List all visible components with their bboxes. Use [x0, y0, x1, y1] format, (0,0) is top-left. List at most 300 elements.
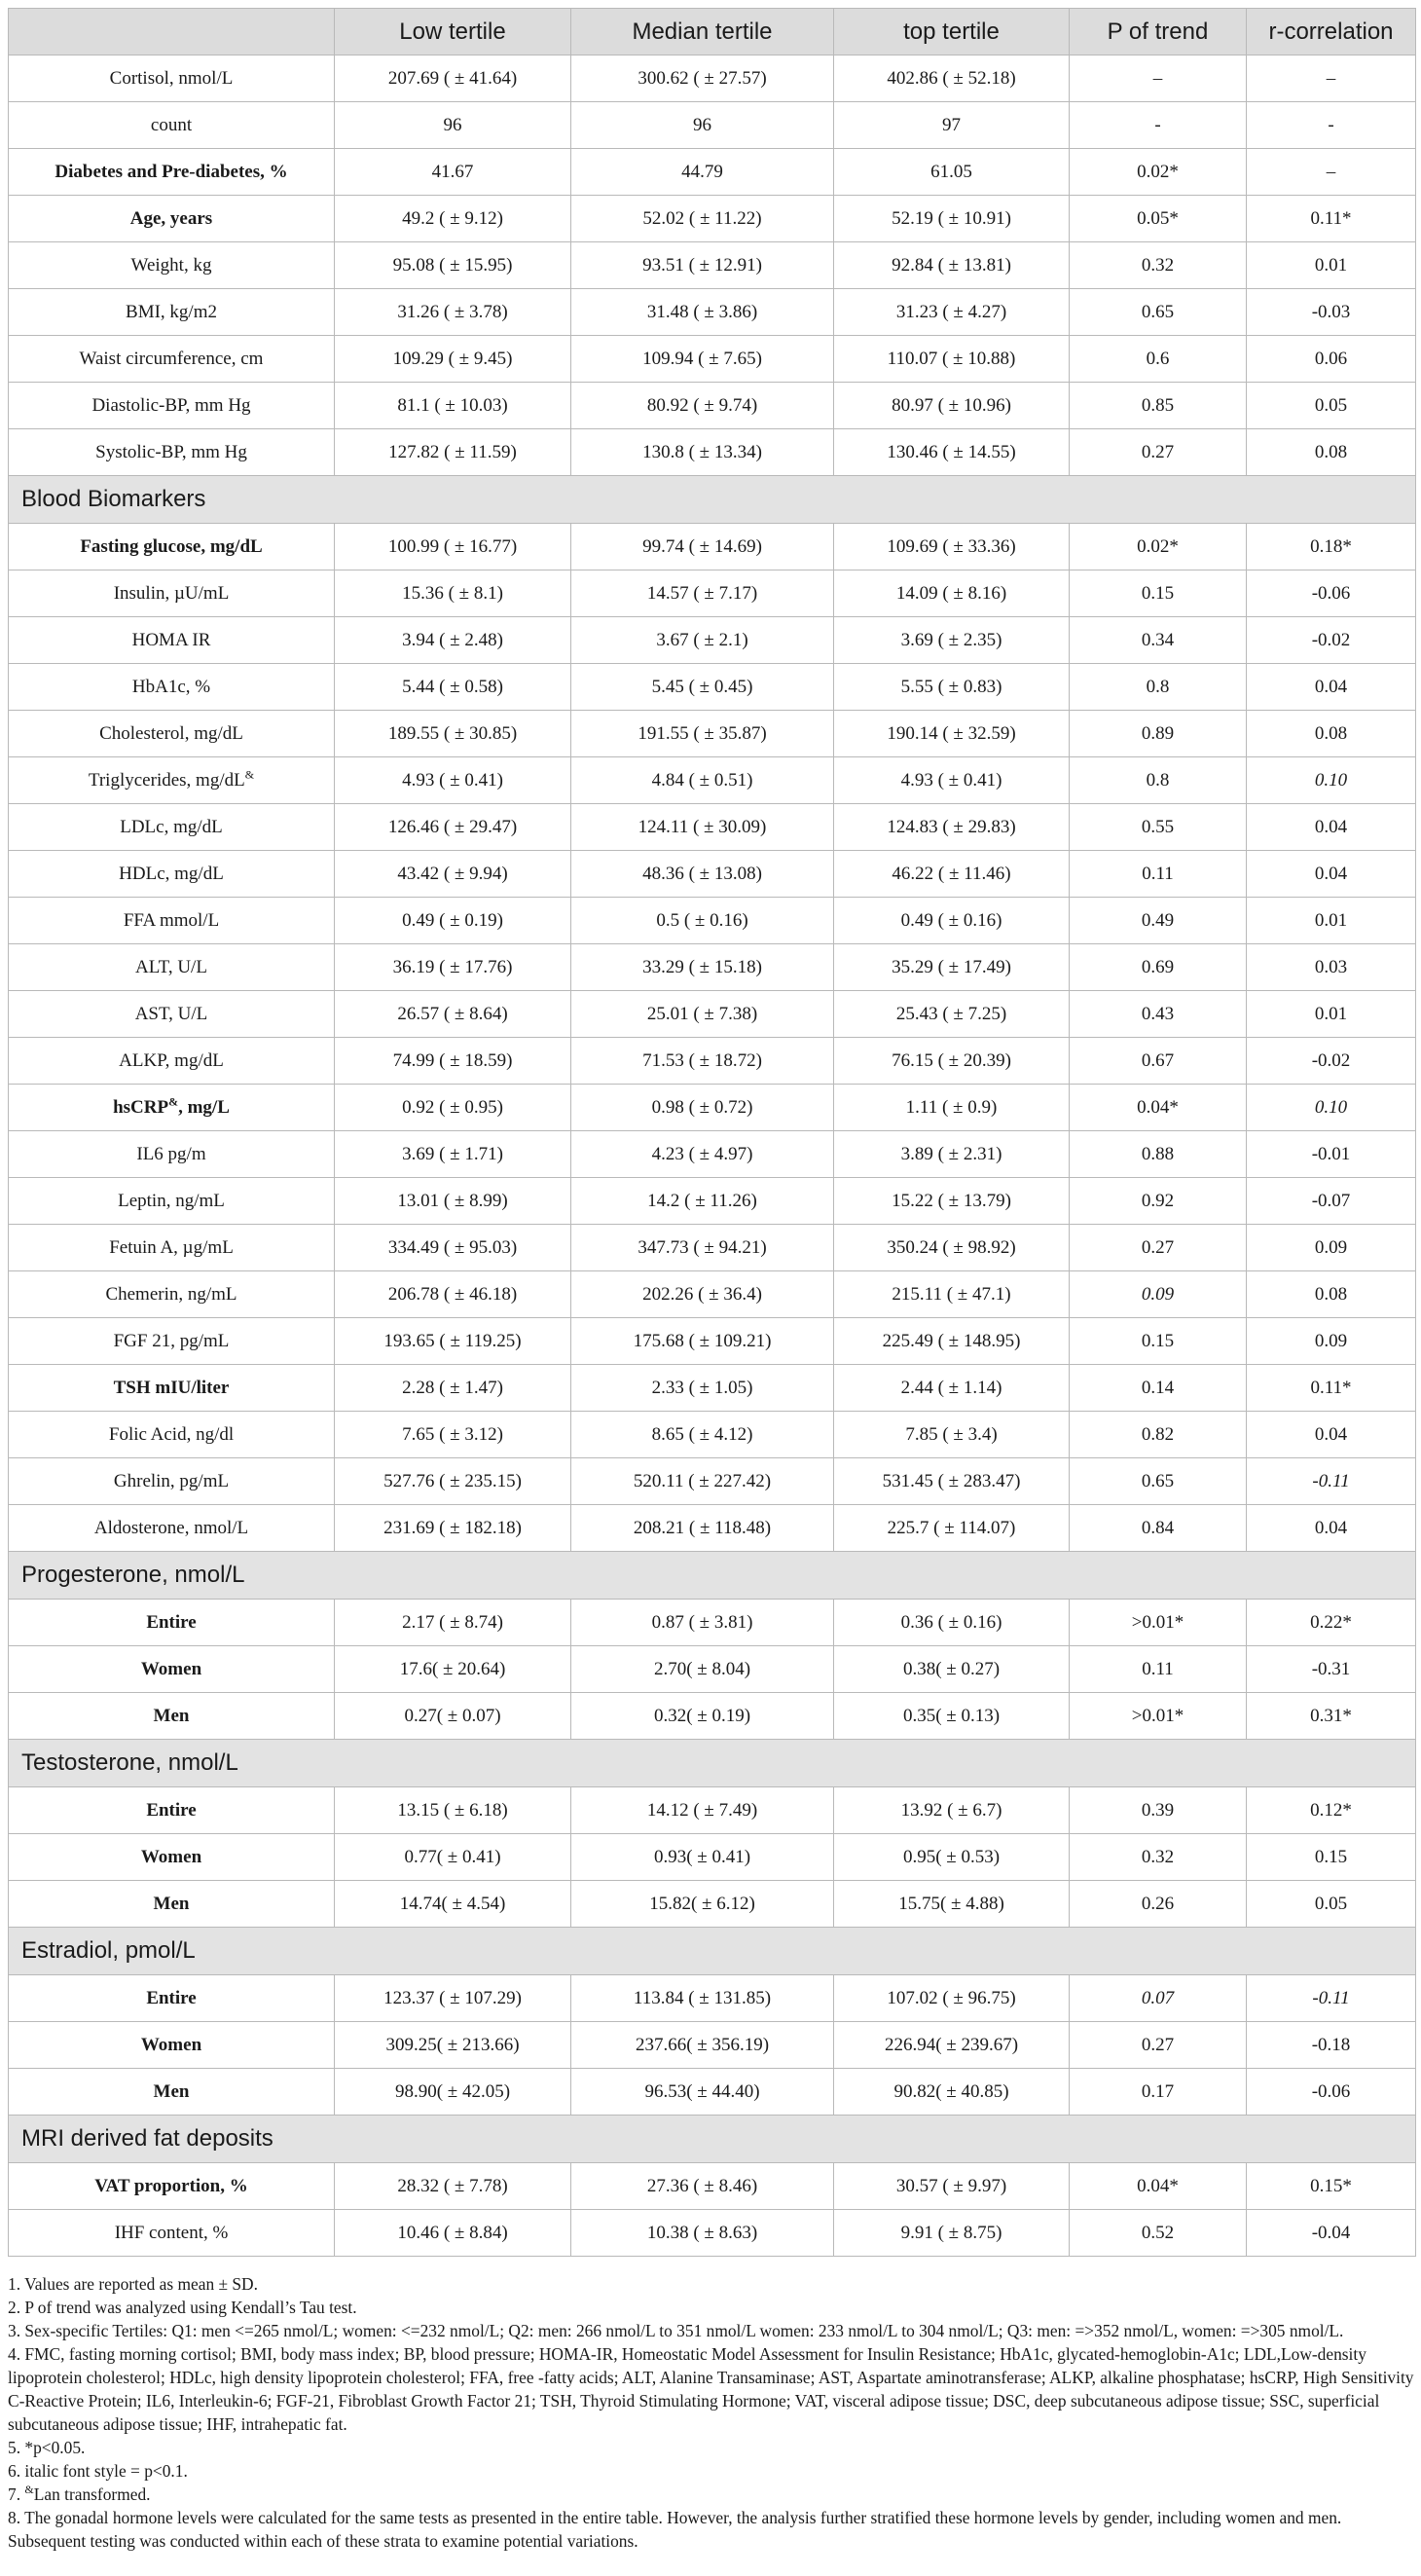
cell-top: 2.44 ( ± 1.14) [834, 1365, 1070, 1412]
row-label: Fasting glucose, mg/dL [9, 524, 335, 570]
cell-top: 226.94( ± 239.67) [834, 2022, 1070, 2069]
cell-top: 52.19 ( ± 10.91) [834, 196, 1070, 242]
cell-low: 36.19 ( ± 17.76) [335, 944, 571, 991]
cell-low: 4.93 ( ± 0.41) [335, 757, 571, 804]
cell-median: 80.92 ( ± 9.74) [571, 383, 834, 429]
label-text: Triglycerides, mg/dL [88, 769, 245, 791]
cell-median: 5.45 ( ± 0.45) [571, 664, 834, 711]
row-label [9, 757, 335, 804]
cell-median: 0.98 ( ± 0.72) [571, 1085, 834, 1131]
table-row [9, 944, 1416, 991]
cell-median: 71.53 ( ± 18.72) [571, 1038, 834, 1085]
cell-r: – [1247, 55, 1416, 102]
cell-top: 15.75( ± 4.88) [834, 1881, 1070, 1928]
cell-r: -0.06 [1247, 2069, 1416, 2116]
cell-low: 10.46 ( ± 8.84) [335, 2210, 571, 2257]
cell-low: 7.65 ( ± 3.12) [335, 1412, 571, 1458]
cell-r: 0.22* [1247, 1600, 1416, 1646]
label-text: hsCRP [113, 1096, 169, 1118]
table-row [9, 991, 1416, 1038]
table-row [9, 196, 1416, 242]
cell-top: 225.7 ( ± 114.07) [834, 1505, 1070, 1552]
cell-p: 0.8 [1070, 757, 1247, 804]
cell-low: 126.46 ( ± 29.47) [335, 804, 571, 851]
section-row [9, 2116, 1416, 2163]
cell-r: - [1247, 102, 1416, 149]
cell-top: 531.45 ( ± 283.47) [834, 1458, 1070, 1505]
cell-top: 25.43 ( ± 7.25) [834, 991, 1070, 1038]
table-row [9, 2163, 1416, 2210]
section-title-progesterone: Progesterone, nmol/L [9, 1552, 1416, 1600]
cell-p: 0.34 [1070, 617, 1247, 664]
row-label: HbA1c, % [9, 664, 335, 711]
row-label: HDLc, mg/dL [9, 851, 335, 898]
cell-p: >0.01* [1070, 1600, 1247, 1646]
cell-median: 31.48 ( ± 3.86) [571, 289, 834, 336]
cell-median: 14.57 ( ± 7.17) [571, 570, 834, 617]
cell-r: 0.31* [1247, 1693, 1416, 1740]
cell-low: 13.01 ( ± 8.99) [335, 1178, 571, 1225]
cell-median: 300.62 ( ± 27.57) [571, 55, 834, 102]
row-label: VAT proportion, % [9, 2163, 335, 2210]
cell-low: 43.42 ( ± 9.94) [335, 851, 571, 898]
table-row [9, 757, 1416, 804]
cell-top: 0.49 ( ± 0.16) [834, 898, 1070, 944]
cell-p: 0.89 [1070, 711, 1247, 757]
table-row [9, 429, 1416, 476]
cell-median: 202.26 ( ± 36.4) [571, 1271, 834, 1318]
cell-low: 309.25( ± 213.66) [335, 2022, 571, 2069]
cell-low: 189.55 ( ± 30.85) [335, 711, 571, 757]
cell-p: 0.65 [1070, 1458, 1247, 1505]
header-row [9, 9, 1416, 55]
cell-low: 15.36 ( ± 8.1) [335, 570, 571, 617]
cell-top: 80.97 ( ± 10.96) [834, 383, 1070, 429]
cell-top: 76.15 ( ± 20.39) [834, 1038, 1070, 1085]
cell-low: 527.76 ( ± 235.15) [335, 1458, 571, 1505]
cell-p: 0.85 [1070, 383, 1247, 429]
cell-p: 0.88 [1070, 1131, 1247, 1178]
row-label: Women [9, 1646, 335, 1693]
row-label: ALT, U/L [9, 944, 335, 991]
table-row [9, 1646, 1416, 1693]
footnote: 8. The gonadal hormone levels were calculated for the same tests as presented in the entire table. However, the analysis further stratified these hormone levels by gender, including women and men. Subsequent testing was conducted within each of these strata to examine potential variations. [8, 2508, 1342, 2551]
cell-low: 123.37 ( ± 107.29) [335, 1975, 571, 2022]
cell-r: 0.04 [1247, 1505, 1416, 1552]
cell-median: 191.55 ( ± 35.87) [571, 711, 834, 757]
cell-low: 334.49 ( ± 95.03) [335, 1225, 571, 1271]
cell-p: 0.27 [1070, 429, 1247, 476]
row-label: Waist circumference, cm [9, 336, 335, 383]
cell-top: 107.02 ( ± 96.75) [834, 1975, 1070, 2022]
table-row [9, 289, 1416, 336]
cell-p: 0.27 [1070, 2022, 1247, 2069]
cell-top: 190.14 ( ± 32.59) [834, 711, 1070, 757]
cell-top: 3.69 ( ± 2.35) [834, 617, 1070, 664]
cell-r: 0.08 [1247, 429, 1416, 476]
cell-top: 97 [834, 102, 1070, 149]
row-label: TSH mIU/liter [9, 1365, 335, 1412]
row-label: Entire [9, 1600, 335, 1646]
cell-r: 0.04 [1247, 664, 1416, 711]
cell-top: 0.36 ( ± 0.16) [834, 1600, 1070, 1646]
cell-r: 0.11* [1247, 196, 1416, 242]
cell-low: 2.17 ( ± 8.74) [335, 1600, 571, 1646]
cell-r: 0.01 [1247, 898, 1416, 944]
cell-r: 0.05 [1247, 1881, 1416, 1928]
header-low-tertile: Low tertile [335, 9, 571, 55]
cell-low: 231.69 ( ± 182.18) [335, 1505, 571, 1552]
row-label: Diabetes and Pre-diabetes, % [9, 149, 335, 196]
cell-low: 0.49 ( ± 0.19) [335, 898, 571, 944]
header-p-trend: P of trend [1070, 9, 1247, 55]
row-label: Men [9, 1693, 335, 1740]
cell-low: 206.78 ( ± 46.18) [335, 1271, 571, 1318]
cell-r: 0.04 [1247, 851, 1416, 898]
cell-r: 0.06 [1247, 336, 1416, 383]
cell-median: 14.2 ( ± 11.26) [571, 1178, 834, 1225]
cell-median: 33.29 ( ± 15.18) [571, 944, 834, 991]
table-row [9, 1787, 1416, 1834]
ln-transformed-mark: & [244, 767, 255, 782]
section-title-estradiol: Estradiol, pmol/L [9, 1928, 1416, 1975]
cell-low: 26.57 ( ± 8.64) [335, 991, 571, 1038]
cell-low: 193.65 ( ± 119.25) [335, 1318, 571, 1365]
cell-median: 4.84 ( ± 0.51) [571, 757, 834, 804]
cell-low: 31.26 ( ± 3.78) [335, 289, 571, 336]
table-row [9, 2069, 1416, 2116]
cell-r: 0.05 [1247, 383, 1416, 429]
table-row [9, 1085, 1416, 1131]
cell-p: 0.32 [1070, 1834, 1247, 1881]
section-row [9, 476, 1416, 524]
row-label: Age, years [9, 196, 335, 242]
cell-median: 124.11 ( ± 30.09) [571, 804, 834, 851]
table-row [9, 851, 1416, 898]
cell-p: 0.04* [1070, 2163, 1247, 2210]
table-row [9, 1178, 1416, 1225]
cell-r: 0.08 [1247, 711, 1416, 757]
table-footnotes [8, 2272, 1415, 2553]
cell-median: 44.79 [571, 149, 834, 196]
cell-low: 96 [335, 102, 571, 149]
cell-low: 41.67 [335, 149, 571, 196]
row-label: Systolic-BP, mm Hg [9, 429, 335, 476]
cell-top: 0.38( ± 0.27) [834, 1646, 1070, 1693]
row-label: Leptin, ng/mL [9, 1178, 335, 1225]
cell-top: 7.85 ( ± 3.4) [834, 1412, 1070, 1458]
cell-low: 14.74( ± 4.54) [335, 1881, 571, 1928]
cell-low: 2.28 ( ± 1.47) [335, 1365, 571, 1412]
table-row [9, 711, 1416, 757]
cell-top: 61.05 [834, 149, 1070, 196]
cell-median: 10.38 ( ± 8.63) [571, 2210, 834, 2257]
cell-top: 402.86 ( ± 52.18) [834, 55, 1070, 102]
table-row [9, 1834, 1416, 1881]
cell-r: 0.11* [1247, 1365, 1416, 1412]
row-label: FGF 21, pg/mL [9, 1318, 335, 1365]
cell-low: 95.08 ( ± 15.95) [335, 242, 571, 289]
cell-p: 0.09 [1070, 1271, 1247, 1318]
cell-top: 92.84 ( ± 13.81) [834, 242, 1070, 289]
cell-p: 0.69 [1070, 944, 1247, 991]
cell-top: 5.55 ( ± 0.83) [834, 664, 1070, 711]
table-row [9, 1881, 1416, 1928]
cell-p: 0.55 [1070, 804, 1247, 851]
cell-r: 0.15 [1247, 1834, 1416, 1881]
footnote: 1. Values are reported as mean ± SD. [8, 2274, 258, 2294]
cell-low: 81.1 ( ± 10.03) [335, 383, 571, 429]
cell-r: 0.10 [1247, 1085, 1416, 1131]
cell-r: -0.02 [1247, 617, 1416, 664]
section-title-testosterone: Testosterone, nmol/L [9, 1740, 1416, 1787]
cell-r: -0.11 [1247, 1975, 1416, 2022]
cell-top: 4.93 ( ± 0.41) [834, 757, 1070, 804]
cell-p: 0.17 [1070, 2069, 1247, 2116]
cell-p: 0.52 [1070, 2210, 1247, 2257]
cell-p: - [1070, 102, 1247, 149]
cell-low: 127.82 ( ± 11.59) [335, 429, 571, 476]
cell-p: 0.11 [1070, 851, 1247, 898]
cell-median: 0.87 ( ± 3.81) [571, 1600, 834, 1646]
table-row [9, 898, 1416, 944]
cell-median: 130.8 ( ± 13.34) [571, 429, 834, 476]
cell-median: 2.33 ( ± 1.05) [571, 1365, 834, 1412]
cell-p: 0.82 [1070, 1412, 1247, 1458]
header-median-tertile: Median tertile [571, 9, 834, 55]
table-row [9, 524, 1416, 570]
label-unit: , mg/L [178, 1096, 230, 1118]
row-label: Insulin, µU/mL [9, 570, 335, 617]
cell-median: 96 [571, 102, 834, 149]
cell-low: 3.69 ( ± 1.71) [335, 1131, 571, 1178]
cell-r: 0.03 [1247, 944, 1416, 991]
cell-low: 0.27( ± 0.07) [335, 1693, 571, 1740]
cell-r: -0.07 [1247, 1178, 1416, 1225]
cell-top: 15.22 ( ± 13.79) [834, 1178, 1070, 1225]
cell-top: 110.07 ( ± 10.88) [834, 336, 1070, 383]
cell-top: 14.09 ( ± 8.16) [834, 570, 1070, 617]
cell-p: 0.02* [1070, 524, 1247, 570]
cell-top: 46.22 ( ± 11.46) [834, 851, 1070, 898]
cell-p: 0.02* [1070, 149, 1247, 196]
cell-top: 31.23 ( ± 4.27) [834, 289, 1070, 336]
cell-low: 28.32 ( ± 7.78) [335, 2163, 571, 2210]
footnote: 5. *p<0.05. [8, 2438, 86, 2457]
cell-median: 25.01 ( ± 7.38) [571, 991, 834, 1038]
row-label: Cortisol, nmol/L [9, 55, 335, 102]
cell-p: 0.05* [1070, 196, 1247, 242]
cell-median: 2.70( ± 8.04) [571, 1646, 834, 1693]
ln-transformed-mark: & [168, 1094, 179, 1109]
table-row [9, 617, 1416, 664]
cell-median: 0.5 ( ± 0.16) [571, 898, 834, 944]
table-row [9, 1365, 1416, 1412]
footnote-text: Lan transformed. [33, 2484, 151, 2504]
cell-median: 109.94 ( ± 7.65) [571, 336, 834, 383]
cell-median: 27.36 ( ± 8.46) [571, 2163, 834, 2210]
row-label: AST, U/L [9, 991, 335, 1038]
cell-r: -0.06 [1247, 570, 1416, 617]
row-label: Fetuin A, µg/mL [9, 1225, 335, 1271]
cell-median: 52.02 ( ± 11.22) [571, 196, 834, 242]
cell-low: 207.69 ( ± 41.64) [335, 55, 571, 102]
row-label: BMI, kg/m2 [9, 289, 335, 336]
cell-low: 100.99 ( ± 16.77) [335, 524, 571, 570]
cell-r: -0.02 [1247, 1038, 1416, 1085]
cell-r: – [1247, 149, 1416, 196]
cell-p: 0.6 [1070, 336, 1247, 383]
cell-p: 0.15 [1070, 570, 1247, 617]
cell-r: -0.03 [1247, 289, 1416, 336]
cell-r: 0.12* [1247, 1787, 1416, 1834]
row-label: HOMA IR [9, 617, 335, 664]
cell-median: 48.36 ( ± 13.08) [571, 851, 834, 898]
cell-top: 3.89 ( ± 2.31) [834, 1131, 1070, 1178]
table-row [9, 1038, 1416, 1085]
cell-median: 3.67 ( ± 2.1) [571, 617, 834, 664]
cell-p: 0.67 [1070, 1038, 1247, 1085]
cell-top: 130.46 ( ± 14.55) [834, 429, 1070, 476]
table-row [9, 336, 1416, 383]
cell-p: 0.15 [1070, 1318, 1247, 1365]
table-row [9, 664, 1416, 711]
cell-r: 0.15* [1247, 2163, 1416, 2210]
section-title-mri: MRI derived fat deposits [9, 2116, 1416, 2163]
table-row [9, 1505, 1416, 1552]
row-label: Entire [9, 1975, 335, 2022]
cell-top: 215.11 ( ± 47.1) [834, 1271, 1070, 1318]
cell-top: 1.11 ( ± 0.9) [834, 1085, 1070, 1131]
cell-p: 0.65 [1070, 289, 1247, 336]
table-row [9, 242, 1416, 289]
row-label: Diastolic-BP, mm Hg [9, 383, 335, 429]
cell-low: 109.29 ( ± 9.45) [335, 336, 571, 383]
cell-top: 0.95( ± 0.53) [834, 1834, 1070, 1881]
cell-median: 175.68 ( ± 109.21) [571, 1318, 834, 1365]
row-label: Folic Acid, ng/dl [9, 1412, 335, 1458]
footnote: 2. P of trend was analyzed using Kendall’s Tau test. [8, 2298, 357, 2317]
table-row [9, 1271, 1416, 1318]
cell-r: -0.18 [1247, 2022, 1416, 2069]
row-label: ALKP, mg/dL [9, 1038, 335, 1085]
header-r-correlation: r-correlation [1247, 9, 1416, 55]
row-label: Women [9, 1834, 335, 1881]
cell-r: 0.04 [1247, 804, 1416, 851]
footnote [8, 2483, 1415, 2506]
cell-r: -0.01 [1247, 1131, 1416, 1178]
cell-low: 0.77( ± 0.41) [335, 1834, 571, 1881]
row-label: Entire [9, 1787, 335, 1834]
cell-p: >0.01* [1070, 1693, 1247, 1740]
row-label: Cholesterol, mg/dL [9, 711, 335, 757]
footnote: 4. FMC, fasting morning cortisol; BMI, body mass index; BP, blood pressure; HOMA-IR, Homeostatic Model Assessment for Insulin Resistance; HbA1c, glycated-hemoglobin-A1c; LDL,Low-density lipoprotein cholesterol; HDLc, high density lipoprotein cholesterol; FFA, free -fatty acids; ALT, Alanine Transaminase; AST, Aspartate aminotransferase; ALKP, alkaline phosphatase; hsCRP, High Sensitivity C-Reactive Protein; IL6, Interleukin-6; FGF-21, Fibroblast Growth Factor 21; TSH, Thyroid Stimulating Hormone; VAT, visceral adipose tissue; DSC, deep subcutaneous adipose tissue; SSC, superficial subcutaneous adipose tissue; IHF, intrahepatic fat. [8, 2344, 1414, 2434]
cell-top: 0.35( ± 0.13) [834, 1693, 1070, 1740]
cell-median: 14.12 ( ± 7.49) [571, 1787, 834, 1834]
cell-r: 0.10 [1247, 757, 1416, 804]
cell-low: 13.15 ( ± 6.18) [335, 1787, 571, 1834]
cell-p: 0.84 [1070, 1505, 1247, 1552]
table-row [9, 383, 1416, 429]
cell-p: 0.11 [1070, 1646, 1247, 1693]
row-label: Women [9, 2022, 335, 2069]
table-row [9, 1131, 1416, 1178]
cell-p: 0.04* [1070, 1085, 1247, 1131]
cell-p: 0.14 [1070, 1365, 1247, 1412]
cell-top: 350.24 ( ± 98.92) [834, 1225, 1070, 1271]
cell-p: – [1070, 55, 1247, 102]
table-row [9, 570, 1416, 617]
cell-p: 0.26 [1070, 1881, 1247, 1928]
cell-r: 0.18* [1247, 524, 1416, 570]
cell-r: 0.01 [1247, 991, 1416, 1038]
row-label [9, 1085, 335, 1131]
table-row [9, 2022, 1416, 2069]
cell-p: 0.27 [1070, 1225, 1247, 1271]
cell-median: 4.23 ( ± 4.97) [571, 1131, 834, 1178]
cell-top: 35.29 ( ± 17.49) [834, 944, 1070, 991]
cell-top: 13.92 ( ± 6.7) [834, 1787, 1070, 1834]
cell-median: 347.73 ( ± 94.21) [571, 1225, 834, 1271]
table-row [9, 1693, 1416, 1740]
table-row [9, 1318, 1416, 1365]
table-wrapper [8, 8, 1415, 2257]
row-label: Aldosterone, nmol/L [9, 1505, 335, 1552]
header-top-tertile: top tertile [834, 9, 1070, 55]
cell-low: 5.44 ( ± 0.58) [335, 664, 571, 711]
row-label: Men [9, 2069, 335, 2116]
row-label: LDLc, mg/dL [9, 804, 335, 851]
cell-p: 0.49 [1070, 898, 1247, 944]
cell-r: 0.04 [1247, 1412, 1416, 1458]
cell-median: 520.11 ( ± 227.42) [571, 1458, 834, 1505]
table-row [9, 1412, 1416, 1458]
table-row [9, 1458, 1416, 1505]
header-blank [9, 9, 335, 55]
table-row [9, 2210, 1416, 2257]
cell-median: 93.51 ( ± 12.91) [571, 242, 834, 289]
cell-top: 9.91 ( ± 8.75) [834, 2210, 1070, 2257]
cell-r: 0.09 [1247, 1225, 1416, 1271]
cell-p: 0.07 [1070, 1975, 1247, 2022]
ln-transformed-mark: & [24, 2483, 34, 2497]
cell-top: 225.49 ( ± 148.95) [834, 1318, 1070, 1365]
cell-top: 109.69 ( ± 33.36) [834, 524, 1070, 570]
cell-p: 0.39 [1070, 1787, 1247, 1834]
cell-r: 0.01 [1247, 242, 1416, 289]
table-row [9, 1225, 1416, 1271]
table-row [9, 804, 1416, 851]
cell-median: 96.53( ± 44.40) [571, 2069, 834, 2116]
cell-low: 3.94 ( ± 2.48) [335, 617, 571, 664]
table-row [9, 55, 1416, 102]
footnote: 3. Sex-specific Tertiles: Q1: men <=265 nmol/L; women: <=232 nmol/L; Q2: men: 266 nmol/L to 351 nmol/L women: 233 nmol/L to 304 nmol/L; Q3: men: =>352 nmol/L, women: =>305 nmol/L. [8, 2321, 1344, 2340]
cell-low: 98.90( ± 42.05) [335, 2069, 571, 2116]
footnote-number: 7. [8, 2484, 25, 2504]
cell-median: 15.82( ± 6.12) [571, 1881, 834, 1928]
cell-median: 237.66( ± 356.19) [571, 2022, 834, 2069]
cell-low: 0.92 ( ± 0.95) [335, 1085, 571, 1131]
section-row [9, 1552, 1416, 1600]
footnote: 6. italic font style = p<0.1. [8, 2461, 188, 2481]
cell-p: 0.8 [1070, 664, 1247, 711]
table-row [9, 1600, 1416, 1646]
row-label: Weight, kg [9, 242, 335, 289]
cell-top: 90.82( ± 40.85) [834, 2069, 1070, 2116]
table-row [9, 102, 1416, 149]
row-label: Ghrelin, pg/mL [9, 1458, 335, 1505]
row-label: IL6 pg/m [9, 1131, 335, 1178]
